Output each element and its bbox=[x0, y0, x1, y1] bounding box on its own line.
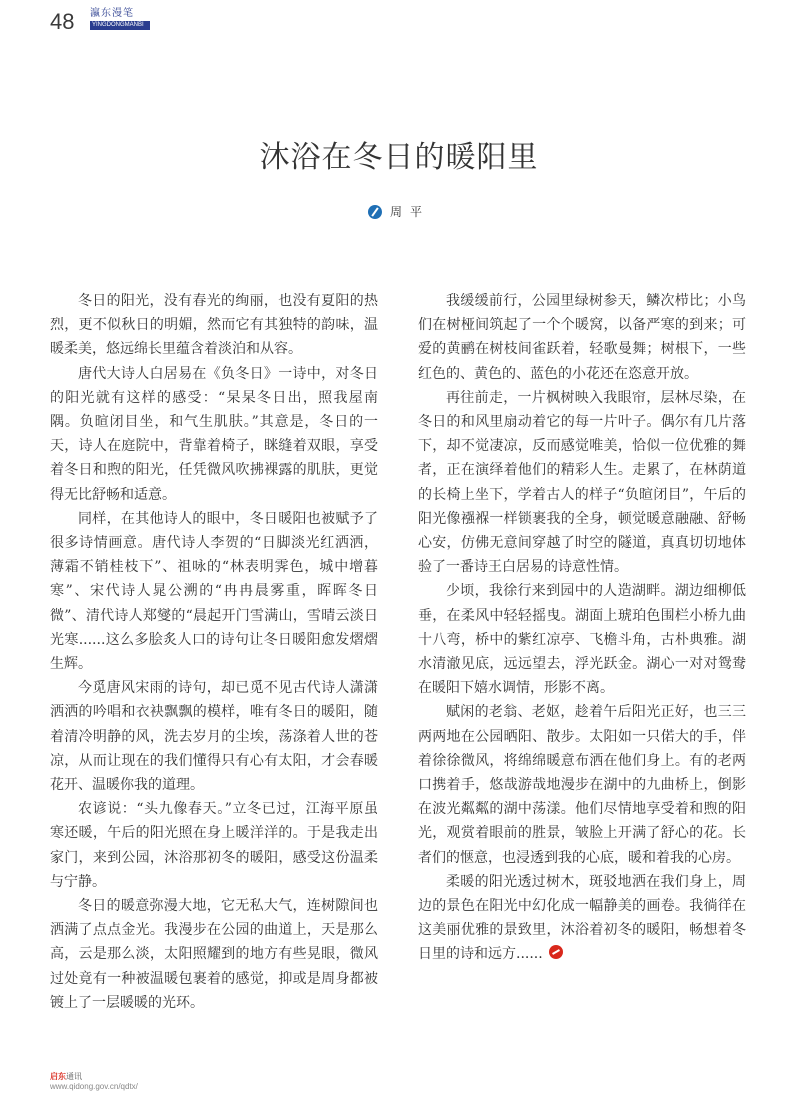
paragraph: 同样，在其他诗人的眼中，冬日暖阳也被赋予了很多诗情画意。唐代诗人李贺的“日脚淡光红洒洒，薄霜不销桂枝下”、祖咏的“林表明霁色，城中增暮寒”、宋代诗人晁公溯的“冉冉晨雾重，晖晖冬日微”、清代诗人郑燮的“晨起开门雪满山，雪晴云淡日光寒......这么多脍炙人口的诗句让冬日暖阳愈发熠熠生辉。 bbox=[50, 510, 378, 673]
footer-url: www.qidong.gov.cn/qdtx/ bbox=[50, 1082, 138, 1091]
footer-brand-part2: 通讯 bbox=[66, 1072, 82, 1081]
column-title: 瀛东漫笔 bbox=[90, 8, 134, 19]
article-title: 沐浴在冬日的暖阳里 bbox=[259, 140, 539, 175]
end-mark-icon bbox=[549, 945, 563, 959]
column-brand bbox=[90, 8, 150, 30]
paragraph: 赋闲的老翁、老妪，趁着午后阳光正好，也三三两两地在公园晒阳、散步。太阳如一只偌大的手，伴着徐徐微风，将绵绵暖意布洒在他们身上。有的老两口携着手，悠哉游哉地漫步在湖中的九曲桥上，倒影在波光粼粼的湖中荡漾。他们尽情地享受着和煦的阳光，观赏着眼前的胜景，皱脸上开满了舒心的花。长者们的惬意，也浸透到我的心底，暖和着我的心房。 bbox=[418, 704, 746, 866]
paragraph: 再往前走，一片枫树映入我眼帘，层林尽染，在冬日的和风里扇动着它的每一片叶子。偶尔有几片落下，却不觉凄凉，反而感觉唯美，恰似一位优雅的舞者，正在演绎着他们的精彩人生。走累了，在林荫道的长椅上坐下，学着古人的样子“负暄闭目”，午后的阳光像襁褓一样锁裹我的全身，顿觉暖意融融、舒畅心安，仿佛无意间穿越了时空的隧道，真真切切地体验了一番诗王白居易的诗意性情。 bbox=[418, 389, 746, 576]
paragraph-last-text: 柔暖的阳光透过树木，斑驳地洒在我们身上，周边的景色在阳光中幻化成一幅静美的画卷。我徜徉在这美丽优雅的景致里，沐浴着初冬的暖阳，畅想着冬日里的诗和远方...... bbox=[418, 873, 746, 963]
paragraph: 少顷，我徐行来到园中的人造湖畔。湖边细柳低垂，在柔风中轻轻摇曳。湖面上琥珀色围栏小桥九曲十八弯，桥中的紫红凉亭、飞檐斗角，古朴典雅。湖水清澈见底，远远望去，浮光跃金。湖心一对对鸳鸯在暖阳下嬉水调情，形影不离。 bbox=[418, 583, 746, 697]
paragraph: 冬日的阳光，没有春光的绚丽，也没有夏阳的热烈，更不似秋日的明媚，然而它有其独特的韵味，温暖柔美，悠远绵长里蕴含着淡泊和从容。 bbox=[50, 293, 378, 358]
left-column bbox=[50, 289, 378, 1015]
author-name: 周平 bbox=[389, 205, 430, 219]
paragraph-last bbox=[418, 870, 746, 967]
paragraph: 我缓缓前行，公园里绿树参天，鳞次栉比；小鸟们在树桠间筑起了一个个暖窝，以备严寒的到来；可爱的黄鹂在树枝间雀跃着，轻歌曼舞；树根下，一些红色的、黄色的、蓝色的小花还在恣意开放。 bbox=[418, 293, 746, 382]
paragraph: 农谚说：“头九像春天。”立冬已过，江海平原虽寒还暖，午后的阳光照在身上暖洋洋的。于是我走出家门，来到公园，沐浴那初冬的暖阳，感受这份温柔与宁静。 bbox=[50, 801, 378, 890]
column-pinyin: YINGDONGMANBI bbox=[90, 21, 150, 30]
right-column bbox=[418, 289, 746, 967]
footer bbox=[50, 1072, 138, 1092]
byline bbox=[0, 203, 798, 220]
footer-brand bbox=[50, 1072, 138, 1082]
paragraph: 唐代大诗人白居易在《负冬日》一诗中，对冬日的阳光就有这样的感受：“杲杲冬日出，照我屋南隅。负暄闭目坐，和气生肌肤。”其意是，冬日的一天，诗人在庭院中，背靠着椅子，眯缝着双眼，享受着冬日和煦的阳光，任凭微风吹拂裸露的肌肤，更觉得无比舒畅和适意。 bbox=[50, 365, 378, 503]
footer-brand-part1: 启东 bbox=[50, 1072, 66, 1081]
paragraph: 冬日的暖意弥漫大地，它无私大气，连树隙间也洒满了点点金光。我漫步在公园的曲道上，天是那么高，云是那么淡，太阳照耀到的地方有些晃眼，微风过处竟有一种被温暖包裹着的感觉，抑或是周身都被镀上了一层暖暖的光环。 bbox=[50, 898, 378, 1011]
pen-icon bbox=[368, 205, 382, 219]
page-number: 48 bbox=[50, 9, 75, 34]
paragraph: 今觅唐风宋雨的诗句，却已觅不见古代诗人潇潇洒洒的吟唱和衣袂飘飘的模样，唯有冬日的暖阳，随着清冷明静的风，洗去岁月的尘埃，荡涤着人世的苍凉，从而让现在的我们懂得只有心有太阳，才会春暖花开、温暖你我的道理。 bbox=[50, 680, 378, 794]
